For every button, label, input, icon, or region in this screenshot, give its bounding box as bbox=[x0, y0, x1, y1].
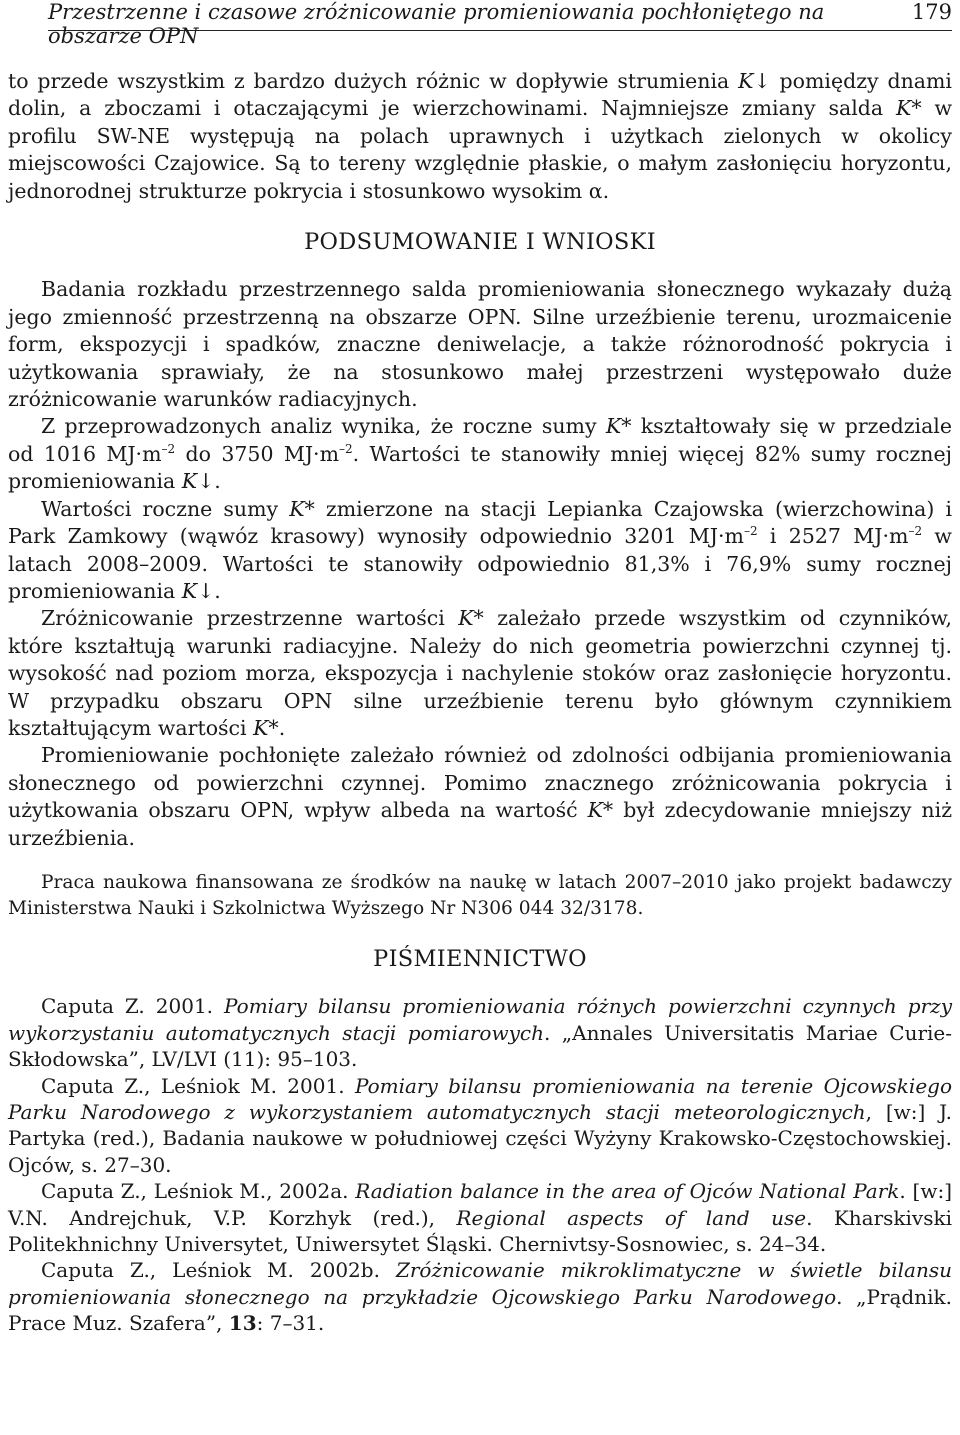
text-run: Z przeprowadzonych analiz wynika, że roczne sumy bbox=[41, 414, 606, 439]
page-number: 179 bbox=[911, 0, 952, 24]
text-run: w latach 2008–2009. Wartości te stanowiły odpowiednio 81,3% i 76,9% sumy rocznej promieniowania bbox=[8, 524, 952, 603]
symbol-k-star: K* bbox=[605, 414, 632, 439]
reference-title: Pomiary bilansu promieniowania na terenie Ojcowskiego Parku Narodowego z wykorzystaniem automatycznych stacji meteorologicznych bbox=[8, 1073, 953, 1124]
reference-source: . „Annales Universitatis Mariae Curie-Skłodowska”, LV/LVI (11): 95–103. bbox=[8, 1020, 952, 1072]
reference-title: Radiation balance in the area of Ojców National Park bbox=[355, 1179, 900, 1204]
text-run: Promieniowanie pochłonięte zależało również od zdolności odbijania promieniowania słonecznego od powierzchni czynnej. Pomimo znacznego zróżnicowania pokrycia i użytkowania obszaru OPN, wpływ albeda na wartość bbox=[8, 743, 952, 823]
text-run: . bbox=[214, 469, 221, 494]
reference-title: Pomiary bilansu promieniowania różnych powierzchni czynnych przy wykorzystaniu automatycznych stacji pomiarowych bbox=[8, 994, 952, 1045]
reference-title: Zróżnicowanie mikroklimatyczne w świetle bilansu promieniowania słonecznego na przykładzie Ojcowskiego Parku Narodowego bbox=[8, 1258, 952, 1309]
symbol-k-star: K* bbox=[896, 96, 922, 121]
text-run: . Wartości te stanowiły mniej więcej 82% sumy rocznej promieniowania bbox=[8, 441, 952, 494]
reference-item bbox=[8, 1257, 952, 1336]
symbol-k-star: K* bbox=[289, 496, 315, 521]
superscript: –2 bbox=[339, 442, 353, 457]
superscript: –2 bbox=[743, 524, 758, 539]
down-arrow-symbol: ↓ bbox=[753, 69, 771, 93]
summary-paragraph-2 bbox=[8, 413, 952, 495]
reference-author: Caputa Z. 2001. bbox=[41, 994, 225, 1019]
symbol-k-down: K↓ bbox=[181, 578, 215, 603]
summary-paragraph-5 bbox=[8, 742, 952, 852]
superscript: –2 bbox=[161, 442, 176, 457]
text-run: zmierzone na stacji Lepianka Czajowska (wierzchowina) i Park Zamkowy (wąwóz krasowy) wynosiły odpowiednio 3201 MJ·m bbox=[8, 496, 953, 549]
reference-source: . „Prądnik. Prace Muz. Szafera”, bbox=[8, 1284, 952, 1336]
reference-source: , [w:] J. Partyka (red.), Badania naukowe w południowej części Wyżyny Krakowsko-Częstochowskiej. Ojców, s. 27–30. bbox=[8, 1100, 952, 1177]
text-run: . bbox=[278, 715, 286, 740]
running-title: Przestrzenne i czasowe zróżnicowanie promieniowania pochłoniętego na obszarze OPN bbox=[48, 0, 825, 48]
symbol-k-star: K* bbox=[587, 798, 614, 823]
text-run: zależało przede wszystkim od czynników, które kształtują warunki radiacyjne. Należy do nich geometria powierzchni czynnej tj. wysokość nad poziom morza, ekspozycja i nachylenie stoków oraz zasłonięcie horyzontu. W przypadku obszaru OPN silne urzeźbienie terenu było głównym czynnikiem kształtującym wartości bbox=[8, 606, 952, 740]
text-run: . bbox=[214, 578, 221, 603]
text-run: to przede wszystkim z bardzo dużych różnic w dopływie strumienia bbox=[8, 69, 739, 93]
reference-source: : 7–31. bbox=[256, 1311, 325, 1336]
text-run: w profilu SW-NE występują na polach uprawnych i użytkach zielonych w okolicy miejscowości Czajowice. Są to tereny względnie płaskie, o małym zasłonięciu horyzontu, jednorodnej strukturze pokrycia i stosunkowo wysokim α. bbox=[8, 96, 952, 203]
superscript: –2 bbox=[908, 524, 923, 539]
text-run: pomiędzy dnami dolin, a zboczami i otaczającymi je wierzchowinami. Najmniejsze zmiany salda bbox=[8, 69, 952, 121]
symbol-k: K bbox=[738, 69, 754, 93]
section-heading-summary: PODSUMOWANIE I WNIOSKI bbox=[304, 229, 656, 256]
reference-item bbox=[8, 1178, 952, 1257]
reference-author: Caputa Z., Leśniok M. 2002b. bbox=[41, 1258, 396, 1283]
text-run: i 2527 MJ·m bbox=[757, 524, 909, 549]
reference-item bbox=[8, 993, 952, 1072]
text-run: Zróżnicowanie przestrzenne wartości bbox=[41, 606, 459, 631]
reference-book-title: Regional aspects of land use bbox=[456, 1205, 807, 1230]
summary-paragraph-3 bbox=[8, 496, 952, 606]
symbol-k-down: K↓ bbox=[181, 469, 215, 494]
reference-author: Caputa Z., Leśniok M., 2002a. bbox=[41, 1179, 356, 1204]
text-run: był zdecydowanie mniejszy niż urzeźbienia. bbox=[8, 798, 952, 850]
section-heading-references: PIŚMIENNICTWO bbox=[373, 945, 587, 972]
reference-source: . [w:] V.N. Andrejchuk, V.P. Korzhyk (red.), bbox=[8, 1179, 952, 1230]
reference-volume: 13 bbox=[228, 1311, 257, 1336]
text-run: kształtowały się w przedziale od 1016 MJ·m bbox=[8, 414, 952, 466]
symbol-k-star: K* bbox=[253, 715, 279, 740]
reference-item bbox=[8, 1073, 952, 1179]
summary-paragraph-1: Badania rozkładu przestrzennego salda promieniowania słonecznego wykazały dużą jego zmienność przestrzenną na obszarze OPN. Silne urzeźbienie terenu, urozmaicenie form, ekspozycji i spadków, znaczne deniwelacje, a także różnorodność pokrycia i użytkowania sprawiały, że na stosunkowo małej przestrzeni występowało duże zróżnicowanie warunków radiacyjnych. bbox=[8, 277, 952, 412]
reference-author: Caputa Z., Leśniok M. 2001. bbox=[41, 1073, 355, 1098]
reference-source: . Kharskivski Politekhnichny Universytet, Uniwersytet Śląski. Chernivtsy-Sosnowiec, s. 24–34. bbox=[8, 1205, 952, 1257]
symbol-k-star: K* bbox=[458, 606, 484, 631]
running-header bbox=[48, 0, 952, 48]
text-run: Wartości roczne sumy bbox=[41, 496, 290, 521]
continued-paragraph bbox=[8, 68, 952, 205]
body-text bbox=[8, 68, 952, 1337]
summary-paragraph-4 bbox=[8, 605, 952, 742]
text-run: do 3750 MJ·m bbox=[175, 441, 340, 466]
acknowledgement: Praca naukowa finansowana ze środków na naukę w latach 2007–2010 jako projekt badawczy Ministerstwa Nauki i Szkolnictwa Wyższego Nr N306 044 32/3178. bbox=[8, 871, 952, 919]
